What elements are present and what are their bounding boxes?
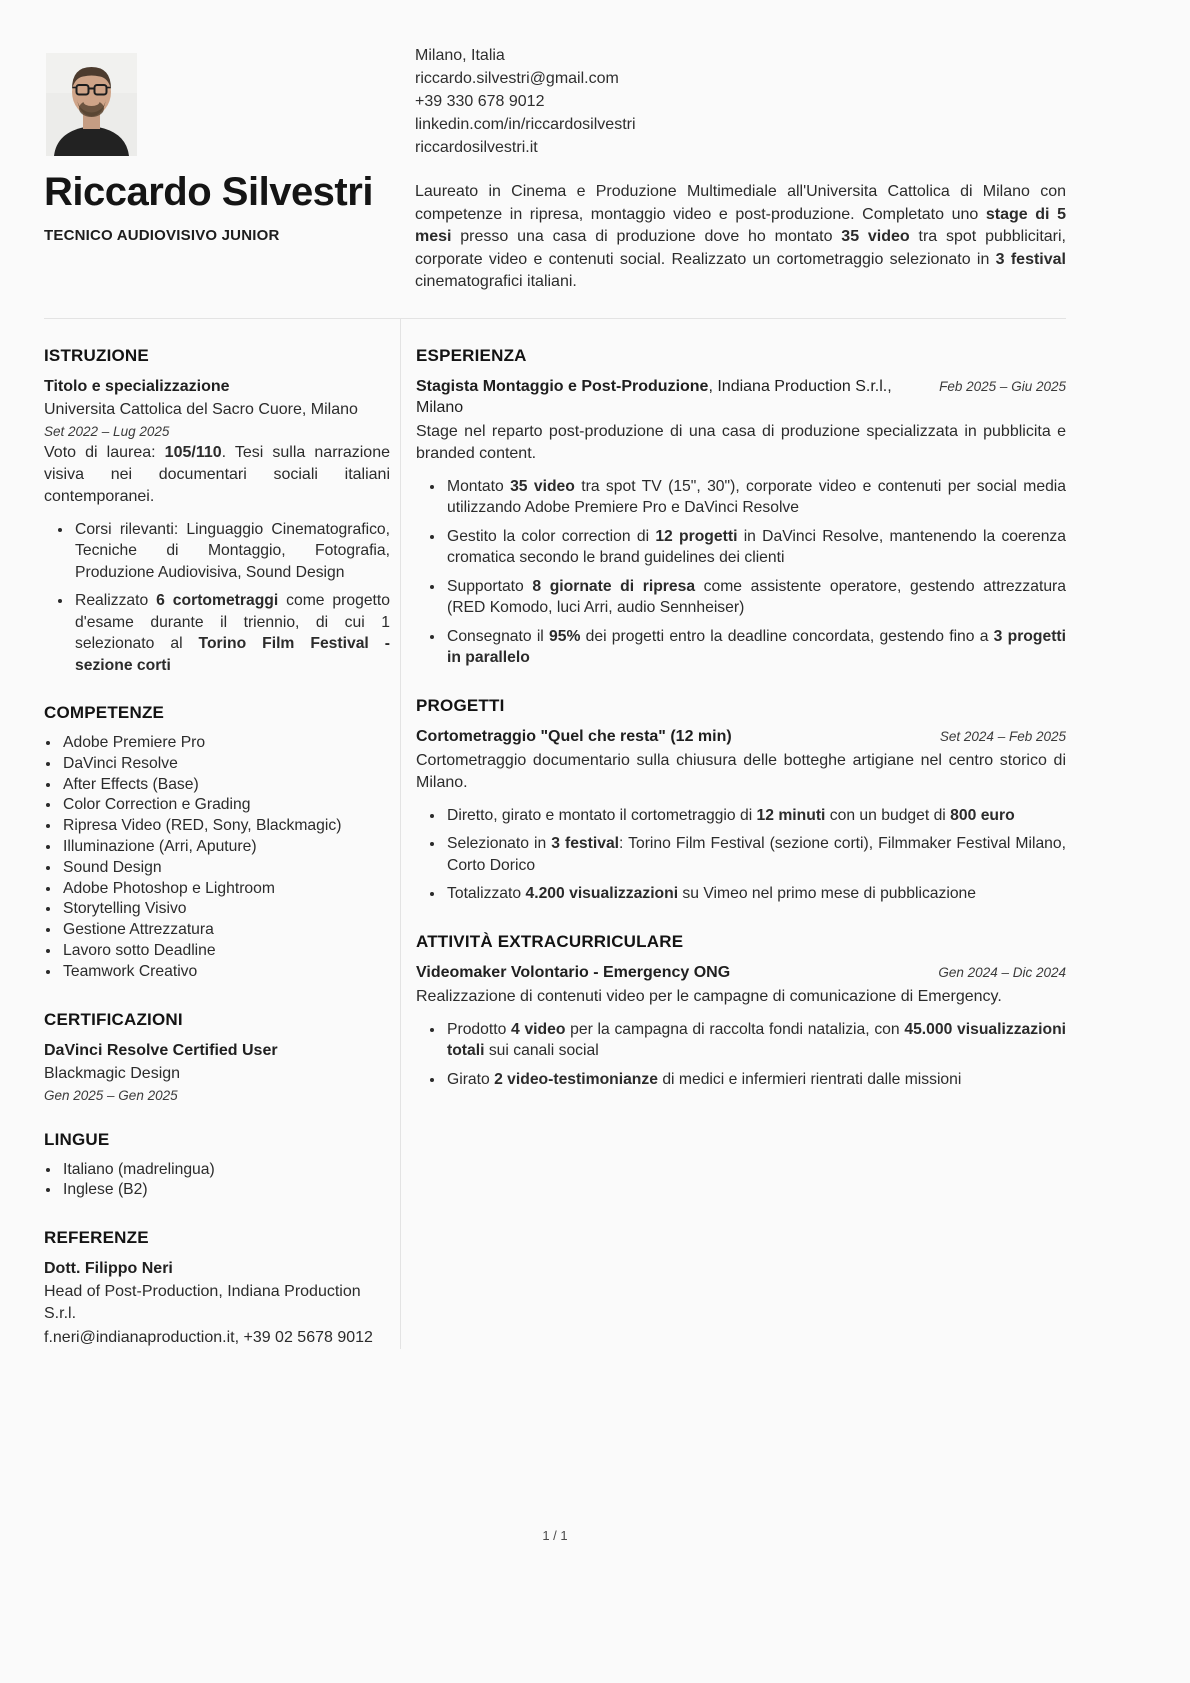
list-item: • Sound Design	[61, 858, 390, 879]
contact-phone: +39 330 678 9012	[415, 93, 545, 110]
contact-location: Milano, Italia	[415, 47, 505, 64]
languages-list	[44, 1160, 390, 1202]
contact-website: riccardosilvestri.it	[415, 139, 538, 156]
list-item: • Inglese (B2)	[61, 1180, 390, 1201]
list-item: • Illuminazione (Arri, Aputure)	[61, 837, 390, 858]
header-left	[44, 44, 390, 294]
list-item: • Adobe Premiere Pro	[61, 733, 390, 754]
list-item: • Realizzato 6 cortometraggi come progetto d'esame durante il triennio, di cui 1 selezionato al Torino Film Festival - sezione corti	[73, 590, 390, 676]
list-item: • Totalizzato 4.200 visualizzazioni su Vimeo nel primo mese di pubblicazione	[445, 883, 1066, 905]
extracurriculare-heading: ATTIVITÀ EXTRACURRICULARE	[416, 931, 684, 951]
volunteer-description: Realizzazione di contenuti video per le campagne di comunicazione di Emergency.	[416, 987, 1002, 1005]
header-right	[415, 44, 1066, 294]
list-item: • Selezionato in 3 festival: Torino Film Festival (sezione corti), Filmmaker Festival Milano, Corto Dorico	[445, 833, 1066, 876]
candidate-name: Riccardo Silvestri	[44, 170, 373, 214]
list-item: • Color Correction e Grading	[61, 795, 390, 816]
education-description: Voto di laurea: 105/110. Tesi sulla narrazione visiva nei documentari sociali italiani contemporanei.	[44, 443, 390, 505]
list-item: • Diretto, girato e montato il cortometraggio di 12 minuti con un budget di 800 euro	[445, 805, 1066, 827]
profile-summary: Laureato in Cinema e Produzione Multimediale all'Universita Cattolica di Milano con competenze in ripresa, montaggio video e post-produzione. Completato uno stage di 5 mesi presso una casa di produzione dove ho montato 35 video tra spot pubblicitari, corporate video e contenuti social. Realizzato un cortometraggio selezionato in 3 festival cinematografici italiani.	[415, 183, 1067, 290]
candidate-role-title: TECNICO AUDIOVISIVO JUNIOR	[44, 226, 280, 244]
volunteer-date: Gen 2024 – Dic 2024	[938, 964, 1066, 980]
volunteer-title-row	[416, 962, 1066, 983]
skills-list	[44, 733, 390, 983]
section-progetti	[416, 696, 1066, 905]
profile-photo	[46, 53, 137, 156]
profile-photo-image	[46, 53, 137, 156]
list-item: • Corsi rilevanti: Linguaggio Cinematografico, Tecniche di Montaggio, Fotografia, Produzione Audiovisiva, Sound Design	[73, 519, 390, 584]
certification-date: Gen 2025 – Gen 2025	[44, 1087, 178, 1103]
list-item: • Prodotto 4 video per la campagna di raccolta fondi natalizia, con 45.000 visualizzazioni totali sui canali social	[445, 1019, 1066, 1062]
list-item: • Montato 35 video tra spot TV (15", 30"), corporate video e contenuti per social media utilizzando Adobe Premiere Pro e DaVinci Resolve	[445, 476, 1066, 519]
list-item: • Storytelling Visivo	[61, 899, 390, 920]
section-referenze	[44, 1228, 390, 1349]
experience-bullet-list	[416, 476, 1066, 669]
header	[44, 44, 1066, 294]
education-school: Universita Cattolica del Sacro Cuore, Milano	[44, 400, 358, 418]
body-columns	[44, 319, 1066, 1350]
section-extracurriculare	[416, 932, 1066, 1091]
left-column	[44, 319, 390, 1350]
volunteer-title: Videomaker Volontario - Emergency ONG	[416, 963, 731, 981]
contact-email: riccardo.silvestri@gmail.com	[415, 70, 619, 87]
list-item: • Supportato 8 giornate di ripresa come assistente operatore, gestendo attrezzatura (RED Komodo, luci Arri, audio Sennheiser)	[445, 576, 1066, 619]
project-title: Cortometraggio "Quel che resta" (12 min)	[416, 727, 732, 745]
certification-name: DaVinci Resolve Certified User	[44, 1041, 278, 1059]
list-item: • Girato 2 video-testimonianze di medici e infermieri rientrati dalle missioni	[445, 1069, 1066, 1091]
list-item: • Italiano (madrelingua)	[61, 1160, 390, 1181]
project-date: Set 2024 – Feb 2025	[939, 728, 1066, 744]
project-bullet-list	[416, 805, 1066, 905]
section-esperienza	[416, 346, 1066, 669]
list-item: • Teamwork Creativo	[61, 962, 390, 983]
referenze-heading: REFERENZE	[44, 1228, 149, 1248]
education-bullet-list	[44, 519, 390, 677]
section-certificazioni	[44, 1010, 390, 1103]
list-item: • After Effects (Base)	[61, 775, 390, 796]
list-item: • Gestione Attrezzatura	[61, 920, 390, 941]
experience-title-row	[416, 376, 1066, 418]
reference-contact: f.neri@indianaproduction.it, +39 02 5678 9012	[44, 1329, 373, 1347]
competenze-heading: COMPETENZE	[44, 703, 165, 722]
list-item: • Gestito la color correction di 12 progetti in DaVinci Resolve, mantenendo la coerenza cromatica secondo le brand guidelines dei clienti	[445, 526, 1066, 569]
reference-role: Head of Post-Production, Indiana Production S.r.l.	[44, 1283, 361, 1323]
section-competenze	[44, 703, 390, 983]
project-description: Cortometraggio documentario sulla chiusura delle botteghe artigiane nel centro storico di Milano.	[416, 751, 1066, 791]
education-date: Set 2022 – Lug 2025	[44, 423, 170, 439]
section-istruzione	[44, 346, 390, 677]
right-column	[400, 319, 1066, 1350]
volunteer-bullet-list	[416, 1019, 1066, 1091]
experience-date: Feb 2025 – Giu 2025	[939, 378, 1066, 394]
esperienza-heading: ESPERIENZA	[416, 345, 527, 365]
list-item: • Consegnato il 95% dei progetti entro la deadline concordata, gestendo fino a 3 progetti in parallelo	[445, 626, 1066, 669]
certificazioni-heading: CERTIFICAZIONI	[44, 1009, 183, 1029]
section-lingue	[44, 1130, 390, 1202]
list-item: • Ripresa Video (RED, Sony, Blackmagic)	[61, 816, 390, 837]
project-title-row	[416, 726, 1066, 747]
page-number: 1 / 1	[542, 1528, 568, 1543]
experience-description: Stage nel reparto post-produzione di una casa di produzione specializzata in pubblicita e branded content.	[416, 422, 1066, 462]
istruzione-heading: ISTRUZIONE	[44, 345, 149, 365]
contact-block	[415, 44, 1066, 159]
progetti-heading: PROGETTI	[416, 695, 505, 715]
certification-issuer: Blackmagic Design	[44, 1064, 181, 1082]
lingue-heading: LINGUE	[44, 1129, 110, 1149]
list-item: • Adobe Photoshop e Lightroom	[61, 879, 390, 900]
list-item: • DaVinci Resolve	[61, 754, 390, 775]
list-item: • Lavoro sotto Deadline	[61, 941, 390, 962]
experience-title: Stagista Montaggio e Post-Produzione, Indiana Production S.r.l., Milano	[416, 377, 892, 416]
education-degree: Titolo e specializzazione	[44, 377, 230, 395]
reference-name: Dott. Filippo Neri	[44, 1260, 173, 1278]
contact-linkedin: linkedin.com/in/riccardosilvestri	[415, 116, 636, 133]
